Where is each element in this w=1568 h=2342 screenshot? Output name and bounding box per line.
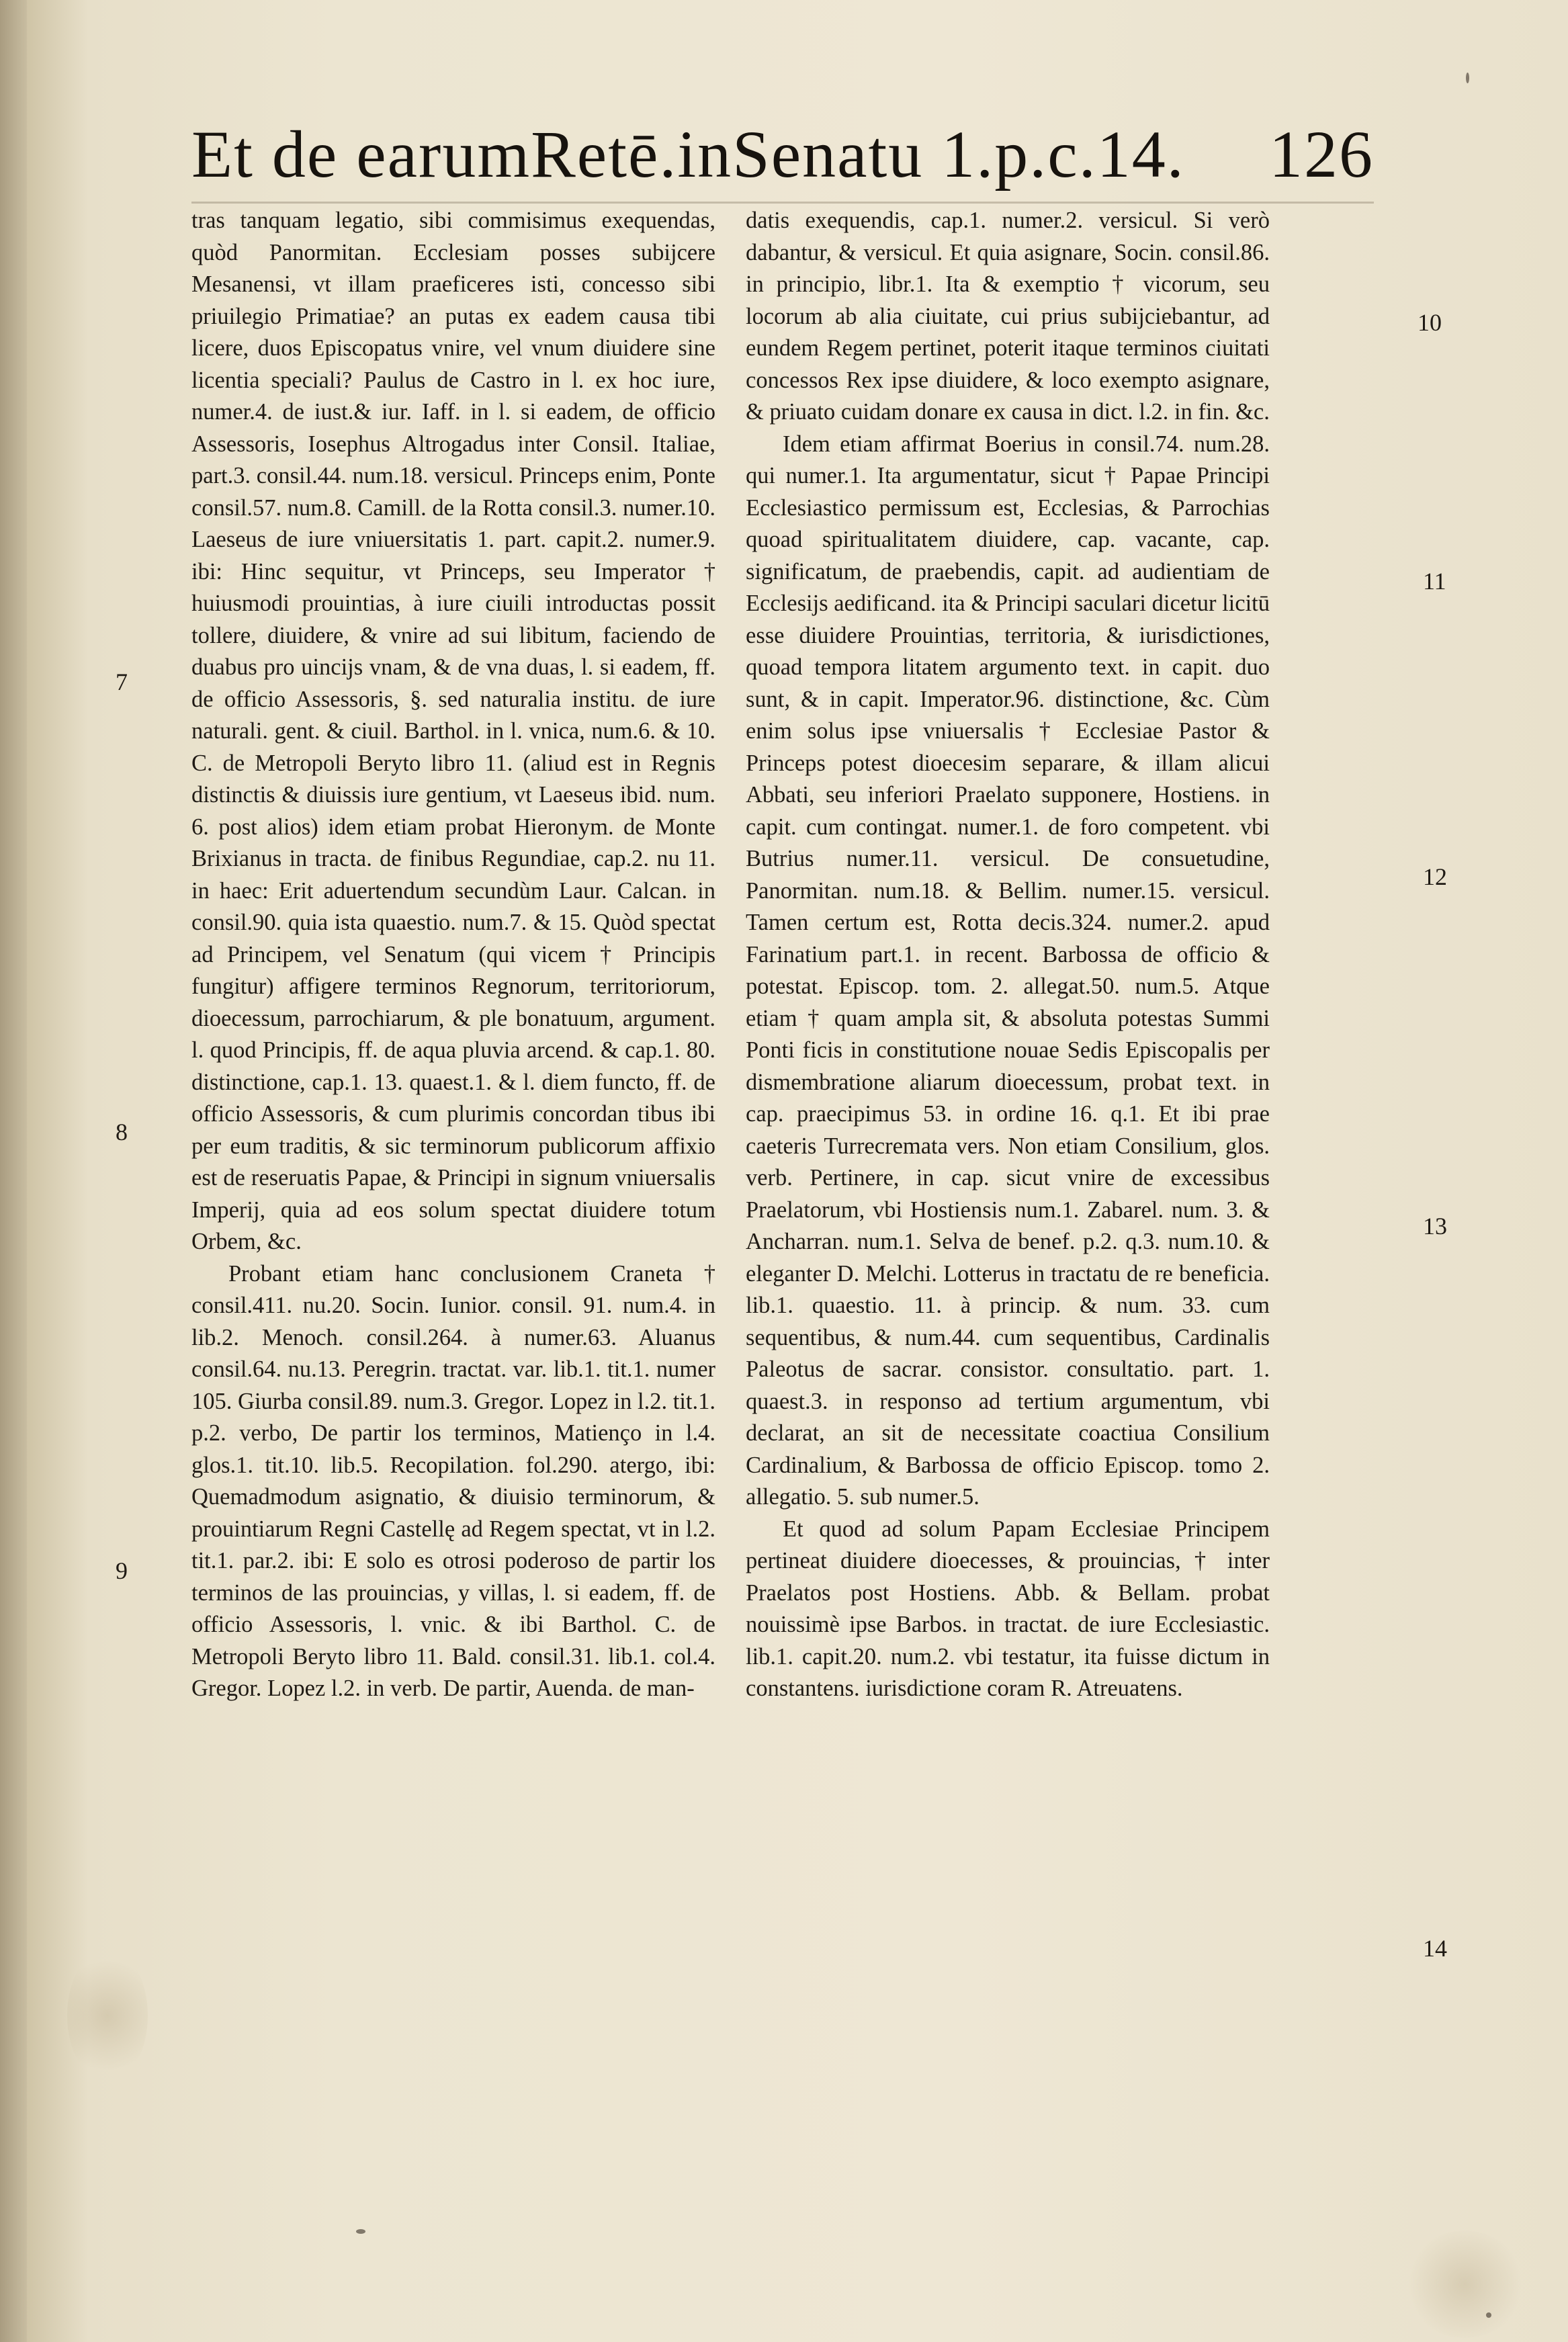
- ink-speck: [356, 2229, 365, 2234]
- paper-stain: [67, 1948, 148, 2083]
- paragraph: Et quod ad solum Papam Ecclesiae Principem pertineat diuidere dioecesses, & prouincias, † inter Praelatos post Hostiens. Abb. & Bellam. probat nouissimè ipse Barbos. in tractat. de iure Ecclesiastic. lib.1. capit.20. num.2. vbi testatur, ita fuisse dictum in constantens. iurisdictione coram R. Atreuatens.: [746, 1516, 1270, 1701]
- paragraph: tras tanquam legatio, sibi commisimus exequendas, quòd Panormitan. Ecclesiam posses subijcere Mesanensi, vt illam praeficeres isti, concesso sibi priuilegio Primatiae? an putas ex eadem causa tibi licere, duos Episcopatus vnire, vel vnum diuidere sine licentia speciali? Paulus de Castro in l. ex hoc iure, numer.4. de iust.& iur. Iaff. in l. si eadem, de officio Assessoris, Iosephus Altrogadus inter Consil. Italiae, part.3. consil.44. num.18. versicul. Princeps enim, Ponte consil.57. num.8. Camill. de la Rotta consil.3. numer.10. Laeseus de iure vniuersitatis 1. part. capit.2. numer.9. ibi: Hinc sequitur, vt Princeps, seu Imperator † huiusmodi prouintias, à iure ciuili introductas possit tollere, diuidere, & vnire ad sui libitum, faciendo de duabus pro uincijs vnam, & de vna duas, l. si eadem, ff. de officio Assessoris, §. sed naturalia institu. de iure naturali. gent. & ciuil. Barthol. in l. vnica, num.6. & 10. C. de Metropoli Beryto libro 11. (aliud est in Regnis distinctis & diuissis iure gentium, vt Laeseus ibid. num. 6. post alios) idem etiam probat Hieronym. de Monte Brixianus in tracta. de finibus Regundiae, cap.2. nu 11. in haec: Erit aduertendum secundùm Laur. Calcan. in consil.90. quia ista quaestio. num.7. & 15. Quòd spectat ad Principem, vel Senatum (qui vicem † Principis fungitur) affigere terminos Regnorum, territoriorum, dioecessum, parrochiarum, & ple bonatuum, argument. l. quod Principis, ff. de aqua pluvia arcend. & cap.1. 80. distinctione, cap.1. 13. quaest.1. & l. diem functo, ff. de officio Assessoris, & cum plurimis concordan tibus ibi per eum traditis, & sic terminorum publicorum affixio est de reseruatis Papae, & Principi in signum vniuersalis Imperij, quia ad eos solum spectat diuidere totum Orbem, &c.: [191, 208, 716, 1254]
- paragraph: Probant etiam hanc conclusionem Craneta † consil.411. nu.20. Socin. Iunior. consil. 91. num.4. in lib.2. Menoch. consil.264. à numer.63. Aluanus consil.64. nu.13. Peregrin. tractat. var. lib.1. tit.1. numer 105. Giurba consil.89. num.3. Gregor. Lopez in l.2. tit.1. p.2. verbo, De partir los terminos, Matienço in l.4. glos.1. tit.10. lib.5. Recopilation. fol.290. atergo, ibi: Quemadmodum asignatio, & diuisio terminorum, & prouintiarum Regni Castellę ad Regem spectat, vt in l.2. tit.1. par.2. ibi: E solo es otrosi poderoso de partir los terminos de las prouincias, y villas, l. si eadem, ff. de officio Assessoris, l. vnic. & ibi Barthol. C. de Metropoli Beryto libro 11. Bald. consil.31. lib.1. col.4. Gregor. Lopez l.2. in verb. De partir, Auenda. de man-: [191, 1260, 715, 1701]
- left-column: [191, 205, 715, 1705]
- folio-number: 126: [1269, 117, 1374, 191]
- binding-gutter: [0, 0, 27, 2342]
- margin-number: 13: [1423, 1213, 1447, 1240]
- header-rule: [191, 202, 1374, 204]
- ink-speck: [1466, 73, 1469, 83]
- running-head-title: Et de earumRetē.inSenatu 1.p.c.14.: [191, 117, 1185, 191]
- margin-number: 14: [1423, 1935, 1447, 1962]
- ink-speck: [1486, 2312, 1491, 2318]
- right-column: [746, 205, 1270, 1705]
- paragraph: datis exequendis, cap.1. numer.2. versicul. Si verò dabantur, & versicul. Et quia asignare, Socin. consil.86. in principio, libr.1. Ita & exemptio † vicorum, seu locorum ab alia ciuitate, cui prius subijciebantur, ad eundem Regem pertinet, poterit itaque terminos ciuitati concessos Rex ipse diuidere, & loco exempto asignare, & priuato cuidam donare ex causa in dict. l.2. in fin. &c.: [746, 208, 1270, 425]
- running-head: [191, 114, 1374, 195]
- margin-number: 11: [1423, 568, 1446, 595]
- margin-number: 8: [116, 1119, 128, 1145]
- margin-number: 9: [116, 1557, 128, 1584]
- margin-number: 10: [1418, 309, 1442, 336]
- margin-number: 12: [1423, 863, 1447, 890]
- margin-number: 7: [116, 668, 128, 695]
- paper-stain: [1404, 2230, 1525, 2338]
- paragraph: Idem etiam affirmat Boerius in consil.74. num.28. qui numer.1. Ita argumentatur, sicut † Papae Principi Ecclesiastico permissum est, Ecclesias, & Parrochias quoad spiritualitatem diuidere, cap. vacante, cap. significatum, de praebendis, capit. ad audientiam de Ecclesijs aedificand. ita & Principi saculari dicetur licitū esse diuidere Prouintias, territoria, & iurisdictiones, quoad tempora litatem argumento text. in capit. duo sunt, & in capit. Imperator.96. distinctione, &c. Cùm enim solus ipse vniuersalis † Ecclesiae Pastor & Princeps potest dioecesim separare, & illam alicui Abbati, seu inferiori Praelato supponere, Hostiens. in capit. cum contingat. numer.1. de foro competent. vbi Butrius numer.11. versicul. De consuetudine, Panormitan. num.18. & Bellim. numer.15. versicul. Tamen certum est, Rotta decis.324. numer.2. apud Farinatium part.1. in recent. Barbossa de officio & potestat. Episcop. tom. 2. allegat.50. num.5. Atque etiam † quam ampla sit, & absoluta potestas Summi Ponti ficis in constitutione nouae Sedis Episcopalis per dismembratione aliarum dioecessum, probat text. in cap. praecipimus 53. in ordine 16. q.1. Et ibi prae caeteris Turrecremata vers. Non etiam Consilium, glos. verb. Pertinere, in cap. sicut vnire de excessibus Praelatorum, vbi Hostiensis num.1. Zabarel. num. 3. & Ancharran. num.1. Selva de benef. p.2. q.3. num.10. & eleganter D. Melchi. Lotterus in tractatu de re beneficia. lib.1. quaestio. 11. à princip. & num. 33. cum sequentibus, & num.44. cum sequentibus, Cardinalis Paleotus de sacrar. consistor. consultatio. part. 1. quaest.3. in responso ad tertium argumentum, vbi declarat, an sit de necessitate coactiua Consilium Cardinalium, & Barbossa de officio Episcop. tomo 2. allegatio. 5. sub numer.5.: [746, 431, 1270, 1510]
